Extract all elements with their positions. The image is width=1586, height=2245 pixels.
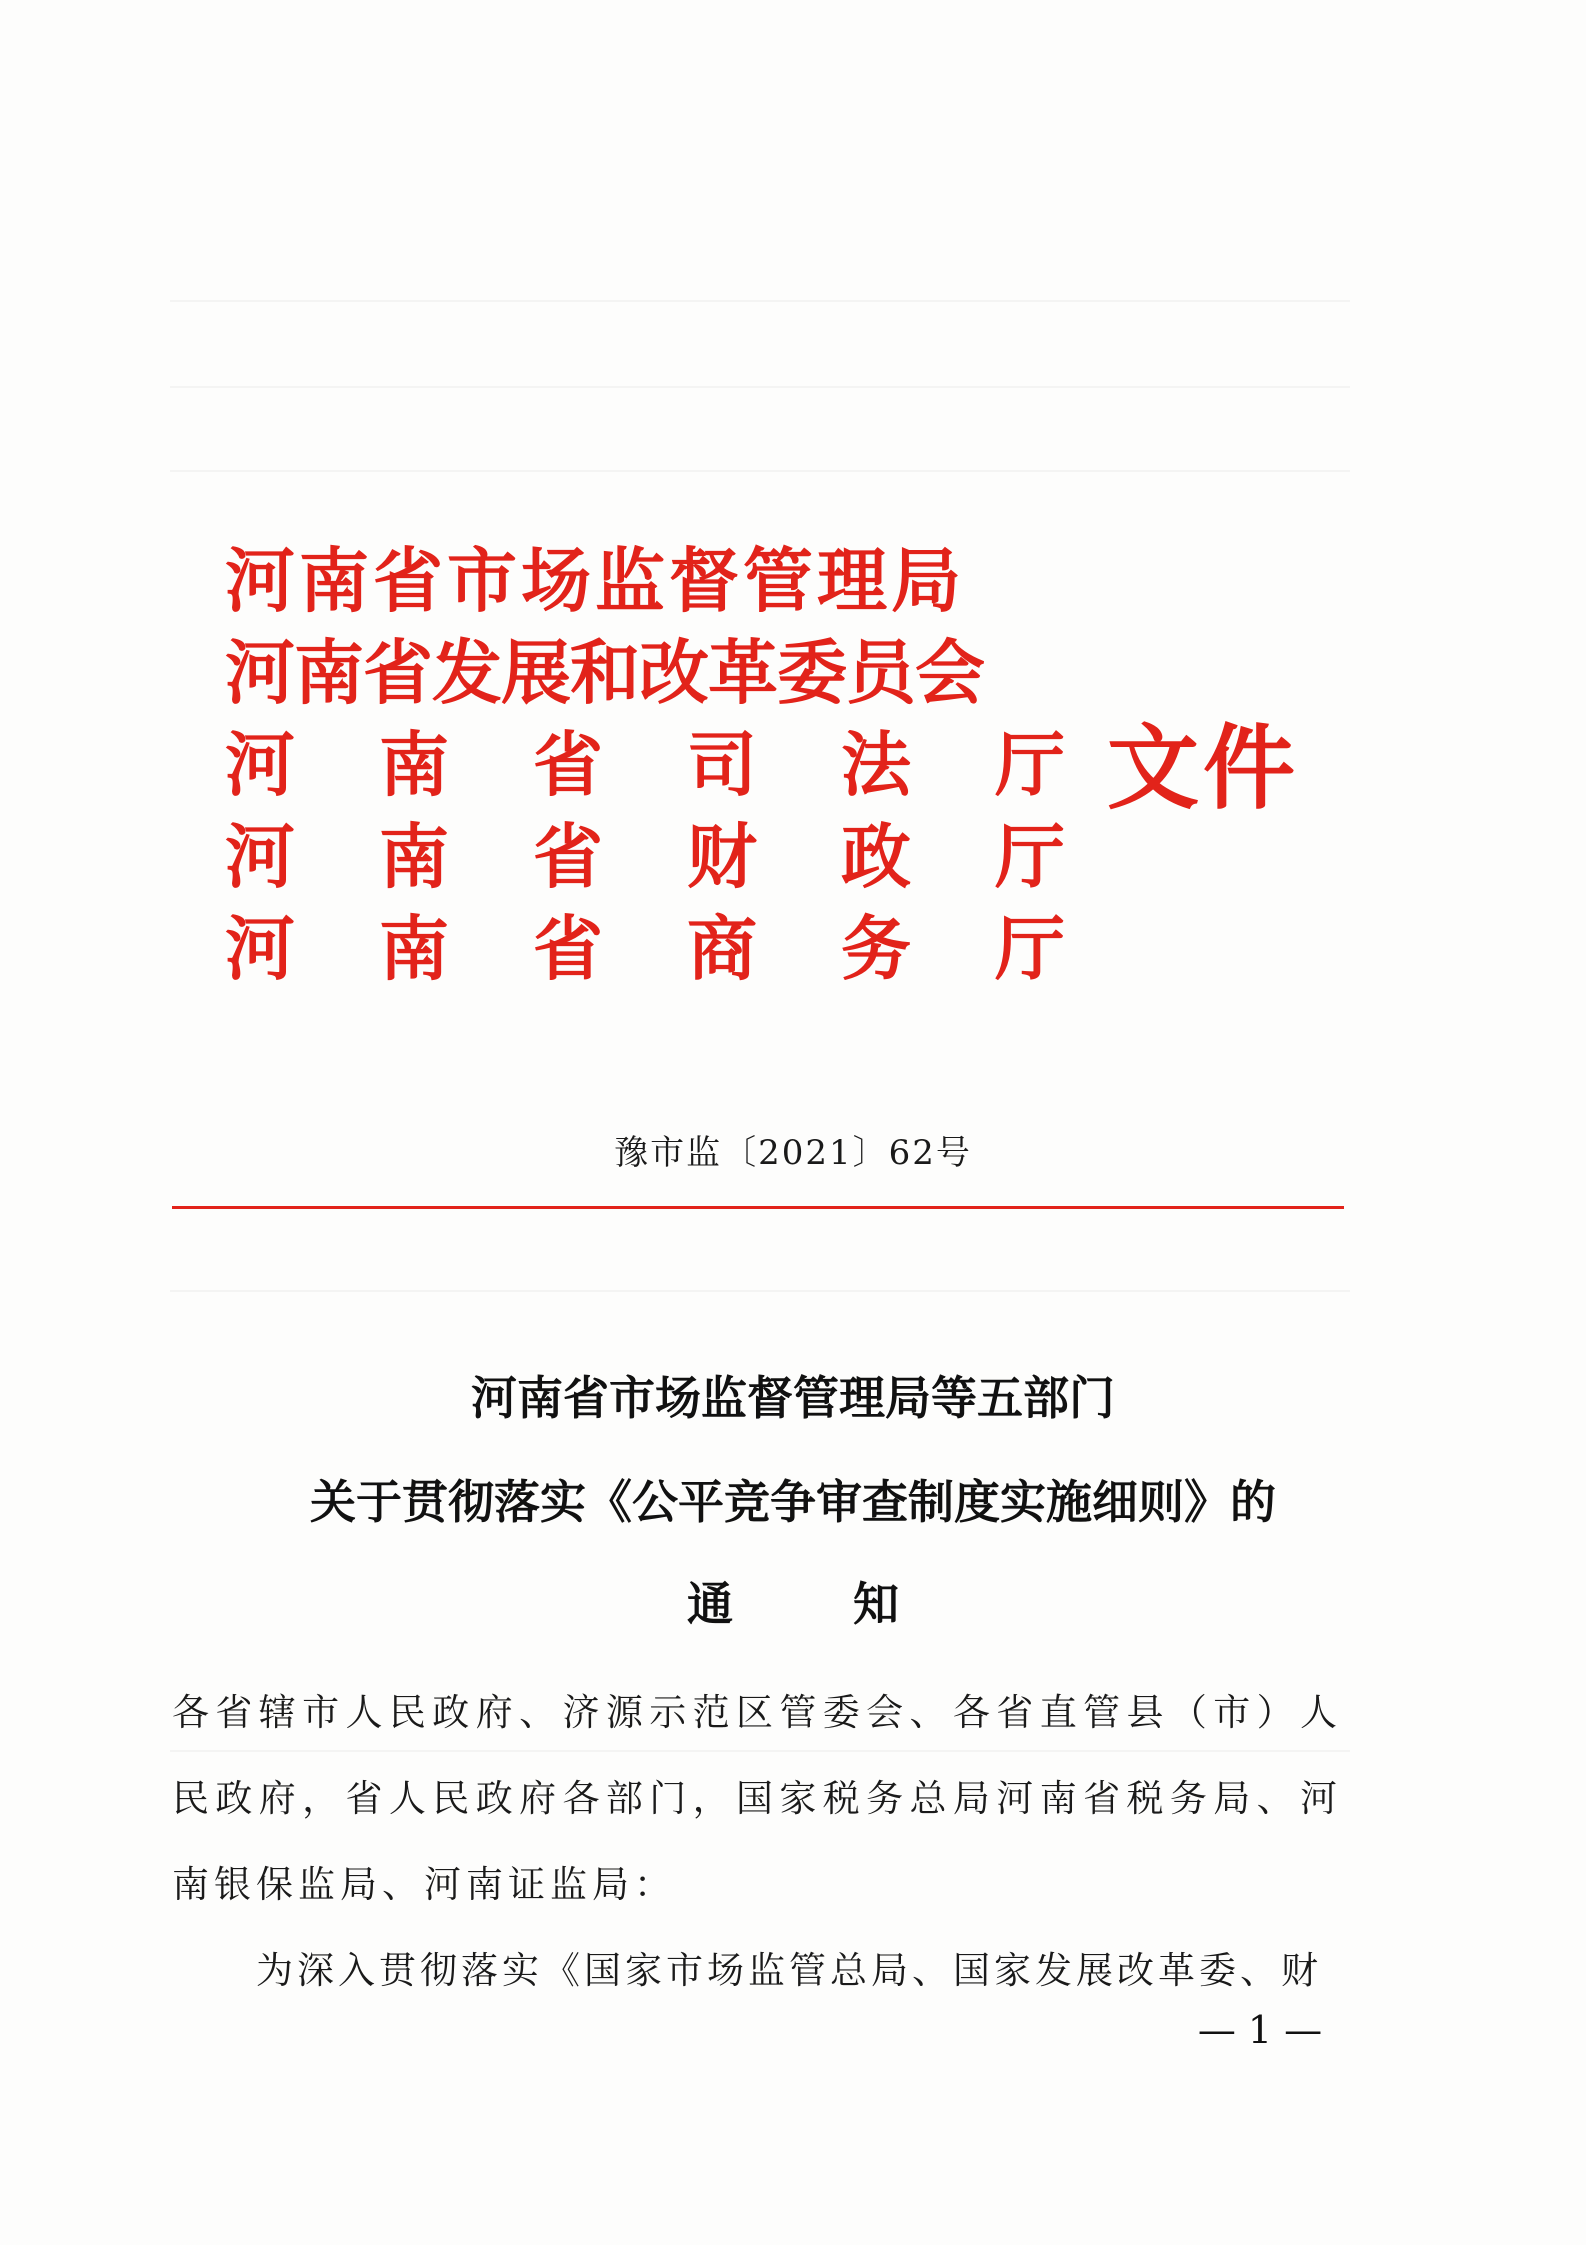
- agency-name: [225, 719, 1065, 811]
- agency-name: [225, 903, 1065, 995]
- agency-name-char: 政: [841, 816, 911, 898]
- document-title-line-3: 通知: [687, 1577, 1019, 1631]
- agency-name-char: 厅: [995, 908, 1065, 990]
- agency-name-char: 南: [379, 816, 449, 898]
- agency-name-char: 南: [379, 908, 449, 990]
- document-title-line-1: 河南省市场监督管理局等五部门: [471, 1371, 1115, 1425]
- agency-name: 河南省发展和改革委员会: [225, 632, 984, 714]
- agency-name-char: 厅: [995, 816, 1065, 898]
- show-through-line: [170, 300, 1350, 302]
- agency-name-char: 河: [225, 724, 295, 806]
- agency-name-char: 厅: [995, 724, 1065, 806]
- agency-name-char: 省: [533, 908, 603, 990]
- agency-name-char: 商: [687, 908, 757, 990]
- show-through-line: [170, 386, 1350, 388]
- agency-name: 河南省市场监督管理局: [225, 540, 965, 622]
- show-through-line: [170, 1290, 1350, 1292]
- agency-name-char: 南: [379, 724, 449, 806]
- agency-name-char: 省: [533, 816, 603, 898]
- addressee: 各省辖市人民政府、济源示范区管委会、各省直管县（市）人民政府，省人民政府各部门，国家税务总局河南省税务局、河南银保监局、河南证监局：: [172, 1691, 1342, 1906]
- agency-name-char: 务: [841, 908, 911, 990]
- red-header: [225, 535, 1305, 1005]
- agency-name-char: 法: [841, 724, 911, 806]
- document-title-line-2: 关于贯彻落实《公平竞争审查制度实施细则》的: [310, 1475, 1276, 1529]
- body-paragraph: 为深入贯彻落实《国家市场监管总局、国家发展改革委、财: [256, 1949, 1322, 1992]
- red-separator-line: [172, 1206, 1344, 1209]
- agency-name-char: 河: [225, 816, 295, 898]
- agency-name-char: 司: [687, 724, 757, 806]
- agency-name-char: 财: [687, 816, 757, 898]
- document-number: 豫市监〔2021〕62号: [614, 1133, 972, 1173]
- page-number: — 1 —: [1197, 2008, 1323, 2052]
- agency-name-char: 省: [533, 724, 603, 806]
- document-suffix: 文件: [1107, 714, 1300, 822]
- agency-name: [225, 811, 1065, 903]
- agency-name-char: 河: [225, 908, 295, 990]
- show-through-line: [170, 470, 1350, 472]
